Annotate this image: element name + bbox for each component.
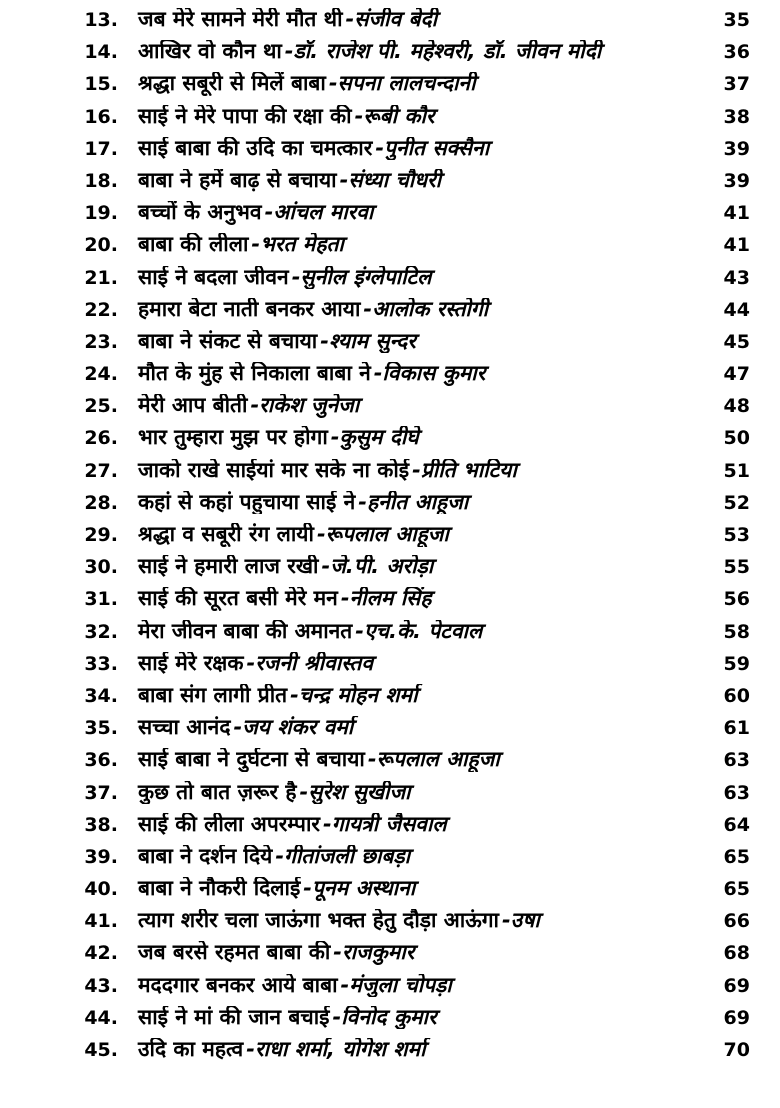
toc-entry-page-number: 65 (723, 845, 750, 868)
toc-entry-text (118, 394, 706, 418)
toc-entry-text (118, 426, 706, 450)
toc-entry-row[interactable] (72, 813, 750, 845)
toc-entry-row[interactable] (72, 620, 750, 652)
toc-entry-page-number: 69 (723, 974, 750, 997)
toc-entry-text (118, 684, 706, 708)
toc-entry-page-number: 64 (723, 813, 750, 836)
toc-entry-title: आखिर वो कौन था (138, 40, 282, 64)
toc-entry-title: हमारा बेटा नाती बनकर आया (138, 297, 361, 321)
toc-entry-author: -श्याम सुन्दर (320, 329, 416, 353)
toc-entry-author: -चन्द्र मोहन शर्मा (290, 683, 418, 707)
toc-entry-title: बाबा ने दर्शन दिये (138, 844, 273, 868)
toc-entry-number: 36. (84, 749, 118, 772)
toc-entry-page-number: 37 (723, 73, 750, 96)
toc-entry-row[interactable] (72, 941, 750, 973)
toc-entry-page-number: 70 (723, 1039, 750, 1061)
toc-entry-number: 33. (84, 652, 118, 675)
toc-entry-author: -संजीव बेदी (345, 8, 438, 31)
toc-entry-author: -एच.के. पेटवाल (355, 619, 483, 643)
toc-entry-title: साई ने मां की जान बचाई (138, 1005, 330, 1029)
toc-entry-text (118, 40, 706, 64)
toc-entry-author: -जे.पी. अरोड़ा (321, 555, 434, 579)
toc-entry-author: -उषा (501, 909, 540, 933)
toc-entry-number: 16. (84, 105, 118, 128)
toc-entry-text (118, 266, 706, 290)
toc-entry-number: 15. (84, 73, 118, 96)
toc-entry-author: -रूपलाल आहूजा (367, 748, 500, 772)
toc-entry-row[interactable] (72, 426, 750, 458)
toc-entry-row[interactable] (72, 877, 750, 909)
toc-entry-text (118, 105, 706, 129)
toc-entry-page-number: 68 (723, 942, 750, 965)
toc-entry-title: साई बाबा की उदि का चमत्कार (138, 136, 373, 160)
toc-entry-title: त्याग शरीर चला जाऊंगा भक्त हेतु दौड़ा आऊंगा (138, 909, 499, 933)
toc-entry-row[interactable] (72, 587, 750, 619)
toc-entry-title: उदि का महत्व (138, 1038, 244, 1061)
toc-entry-title: बाबा ने नौकरी दिलाई (138, 877, 301, 901)
toc-entry-row[interactable] (72, 362, 750, 394)
toc-entry-author: -विनोद कुमार (332, 1005, 437, 1029)
toc-entry-number: 18. (84, 169, 118, 192)
toc-entry-number: 25. (84, 395, 118, 418)
toc-entry-row[interactable] (72, 1006, 750, 1038)
toc-entry-page-number: 61 (723, 717, 750, 740)
toc-entry-text (118, 233, 706, 257)
toc-entry-page-number: 51 (723, 459, 750, 482)
toc-entry-title: साई ने बदला जीवन (138, 265, 289, 289)
toc-entry-text (118, 1038, 706, 1062)
toc-entry-row[interactable] (72, 40, 750, 72)
toc-entry-number: 45. (84, 1039, 118, 1061)
toc-entry-number: 23. (84, 330, 118, 353)
toc-entry-number: 28. (84, 491, 118, 514)
toc-entry-text (118, 362, 706, 386)
toc-entry-page-number: 66 (723, 910, 750, 933)
toc-entry-number: 41. (84, 910, 118, 933)
toc-entry-row[interactable] (72, 845, 750, 877)
toc-entry-author: -गीतांजली छाबड़ा (275, 844, 411, 868)
toc-entry-row[interactable] (72, 137, 750, 169)
toc-entry-text (118, 877, 706, 901)
toc-entry-number: 14. (84, 41, 118, 64)
toc-entry-author: -आंचल मारवा (264, 201, 374, 225)
toc-entry-number: 43. (84, 974, 118, 997)
toc-entry-title: साई ने मेरे पापा की रक्षा की (138, 104, 352, 128)
toc-entry-number: 40. (84, 878, 118, 901)
toc-entry-number: 38. (84, 813, 118, 836)
toc-entry-author: -सुरेश सुखीजा (299, 780, 411, 804)
toc-entry-page-number: 35 (723, 9, 750, 31)
toc-entry-page-number: 56 (723, 588, 750, 611)
toc-entry-title: साई बाबा ने दुर्घटना से बचाया (138, 748, 365, 772)
toc-entry-page-number: 45 (723, 330, 750, 353)
toc-entry-row[interactable] (72, 72, 750, 104)
toc-entry-author: -रूबी कौर (354, 104, 435, 128)
toc-entry-page-number: 52 (723, 491, 750, 514)
toc-entry-title: भार तुम्हारा मुझ पर होगा (138, 426, 328, 450)
toc-entry-author: -रूपलाल आहूजा (316, 523, 449, 546)
toc-entry-page-number: 47 (723, 363, 750, 386)
toc-entry-number: 44. (84, 1006, 118, 1029)
toc-entry-number: 19. (84, 202, 118, 225)
toc-entry-text (118, 716, 706, 740)
toc-entry-title: साई मेरे रक्षक (138, 651, 244, 675)
toc-entry-page-number: 65 (723, 878, 750, 901)
toc-entry-author: -मंजुला चोपड़ा (340, 973, 452, 997)
toc-entry-author: -सपना लालचन्दानी (328, 72, 476, 96)
toc-entry-text (118, 813, 706, 837)
toc-entry-page-number: 63 (723, 749, 750, 772)
toc-entry-number: 24. (84, 363, 118, 386)
toc-entry-text (118, 909, 706, 933)
toc-entry-title: बच्चों के अनुभव (138, 201, 262, 225)
toc-entry-number: 32. (84, 620, 118, 643)
toc-entry-text (118, 201, 706, 225)
toc-entry-row[interactable] (72, 233, 750, 265)
toc-entry-title: मेरी आप बीती (138, 394, 248, 418)
toc-entry-page-number: 39 (723, 169, 750, 192)
toc-entry-text (118, 555, 706, 579)
toc-entry-text (118, 620, 706, 644)
toc-entry-author: -राजकुमार (333, 941, 415, 965)
toc-entry-title: कहां से कहां पहुचाया साई ने (138, 490, 356, 514)
toc-entry-title: मौत के मुंह से निकाला बाबा ने (138, 362, 371, 386)
toc-entry-number: 13. (84, 9, 118, 31)
toc-entry-author: -आलोक रस्तोगी (363, 297, 489, 321)
toc-entry-row[interactable] (72, 8, 750, 40)
table-of-contents-list (72, 8, 750, 1070)
toc-entry-number: 34. (84, 684, 118, 707)
toc-entry-page-number: 43 (723, 266, 750, 289)
toc-entry-row[interactable] (72, 394, 750, 426)
toc-entry-number: 39. (84, 845, 118, 868)
toc-entry-page-number: 41 (723, 202, 750, 225)
toc-entry-row[interactable] (72, 105, 750, 137)
toc-entry-author: -विकास कुमार (373, 362, 486, 386)
toc-entry-number: 17. (84, 137, 118, 160)
toc-entry-row[interactable] (72, 169, 750, 201)
toc-entry-text (118, 523, 706, 547)
toc-entry-page-number: 36 (723, 41, 750, 64)
toc-entry-row[interactable] (72, 1038, 750, 1070)
toc-entry-title: श्रद्धा व सबूरी रंग लायी (138, 523, 314, 546)
toc-entry-row[interactable] (72, 266, 750, 298)
toc-entry-text (118, 491, 706, 515)
toc-entry-number: 29. (84, 524, 118, 546)
toc-entry-text (118, 1006, 706, 1030)
toc-entry-text (118, 72, 706, 96)
toc-entry-text (118, 169, 706, 193)
toc-entry-text (118, 459, 706, 483)
toc-entry-author: -प्रीति भाटिया (412, 458, 517, 482)
toc-entry-row[interactable] (72, 201, 750, 233)
toc-entry-page-number: 60 (723, 684, 750, 707)
toc-entry-number: 30. (84, 556, 118, 579)
toc-entry-title: बाबा ने संकट से बचाया (138, 329, 318, 353)
toc-entry-row[interactable] (72, 298, 750, 330)
toc-entry-page-number: 53 (723, 524, 750, 546)
toc-entry-page-number: 39 (723, 137, 750, 160)
toc-entry-page-number: 58 (723, 620, 750, 643)
toc-entry-author: -जय शंकर वर्मा (233, 716, 354, 740)
toc-entry-text (118, 845, 706, 869)
toc-entry-number: 31. (84, 588, 118, 611)
toc-entry-title: सच्चा आनंद (138, 716, 231, 740)
toc-entry-title: मेरा जीवन बाबा की अमानत (138, 619, 353, 643)
toc-entry-author: -डॉ. राजेश पी. महेश्वरी, डॉ. जीवन मोदी (284, 40, 602, 64)
toc-entry-title: बाबा संग लागी प्रीत (138, 683, 288, 707)
toc-entry-text (118, 330, 706, 354)
toc-entry-text (118, 941, 706, 965)
toc-entry-author: -रजनी श्रीवास्तव (246, 651, 374, 675)
toc-entry-title: साई की लीला अपरम्पार (138, 812, 321, 836)
toc-entry-title: जब मेरे सामने मेरी मौत थी (138, 8, 343, 31)
toc-entry-row[interactable] (72, 555, 750, 587)
toc-entry-author: -कुसुम दीघे (330, 426, 419, 450)
toc-entry-number: 26. (84, 427, 118, 450)
toc-entry-number: 22. (84, 298, 118, 321)
toc-entry-title: साई ने हमारी लाज रखी (138, 555, 319, 579)
toc-entry-number: 27. (84, 459, 118, 482)
toc-entry-number: 42. (84, 942, 118, 965)
toc-entry-row[interactable] (72, 909, 750, 941)
toc-entry-title: कुछ तो बात ज़रूर है (138, 780, 297, 804)
toc-entry-number: 37. (84, 781, 118, 804)
toc-entry-row[interactable] (72, 459, 750, 491)
toc-entry-title: जाको राखे साईयां मार सके ना कोई (138, 458, 410, 482)
toc-entry-page-number: 41 (723, 234, 750, 257)
toc-entry-text (118, 781, 706, 805)
toc-entry-author: -पुनीत सक्सैना (375, 136, 490, 160)
toc-entry-text (118, 587, 706, 611)
toc-entry-author: -पूनम अस्थाना (303, 877, 416, 901)
toc-entry-text (118, 974, 706, 998)
toc-entry-title: बाबा की लीला (138, 233, 249, 257)
toc-entry-page-number: 44 (723, 298, 750, 321)
toc-entry-page-number: 55 (723, 556, 750, 579)
toc-entry-number: 35. (84, 717, 118, 740)
toc-entry-author: -राकेश जुनेजा (250, 394, 360, 418)
toc-entry-row[interactable] (72, 523, 750, 555)
toc-entry-page-number: 59 (723, 652, 750, 675)
toc-entry-page-number: 38 (723, 105, 750, 128)
toc-entry-row[interactable] (72, 652, 750, 684)
toc-entry-row[interactable] (72, 330, 750, 362)
toc-entry-row[interactable] (72, 974, 750, 1006)
toc-entry-number: 20. (84, 234, 118, 257)
toc-entry-text (118, 137, 706, 161)
toc-entry-title: बाबा ने हमें बाढ़ से बचाया (138, 168, 337, 192)
toc-entry-text (118, 8, 706, 32)
toc-entry-row[interactable] (72, 491, 750, 523)
toc-entry-text (118, 298, 706, 322)
toc-entry-number: 21. (84, 266, 118, 289)
toc-entry-row[interactable] (72, 684, 750, 716)
toc-entry-page-number: 50 (723, 427, 750, 450)
toc-entry-page-number: 69 (723, 1006, 750, 1029)
toc-entry-text (118, 748, 706, 772)
toc-entry-page-number: 48 (723, 395, 750, 418)
toc-entry-author: -हनीत आहूजा (358, 490, 469, 514)
toc-entry-title: मददगार बनकर आये बाबा (138, 973, 338, 997)
toc-entry-author: -गायत्री जैसवाल (323, 812, 447, 836)
toc-entry-page-number: 63 (723, 781, 750, 804)
toc-entry-title: जब बरसे रहमत बाबा की (138, 941, 331, 965)
toc-entry-text (118, 652, 706, 676)
toc-entry-author: -राधा शर्मा, योगेश शर्मा (246, 1038, 426, 1061)
toc-entry-row[interactable] (72, 716, 750, 748)
toc-entry-author: -भरत मेहता (251, 233, 344, 257)
toc-entry-title: श्रद्धा सबूरी से मिलें बाबा (138, 72, 326, 96)
toc-entry-title: साई की सूरत बसी मेरे मन (138, 587, 338, 611)
toc-entry-row[interactable] (72, 781, 750, 813)
toc-entry-author: -संध्या चौधरी (339, 168, 442, 192)
toc-entry-author: -नीलम सिंह (340, 587, 432, 611)
toc-entry-row[interactable] (72, 748, 750, 780)
toc-entry-author: -सुनील इंग्लेपाटिल (291, 265, 432, 289)
